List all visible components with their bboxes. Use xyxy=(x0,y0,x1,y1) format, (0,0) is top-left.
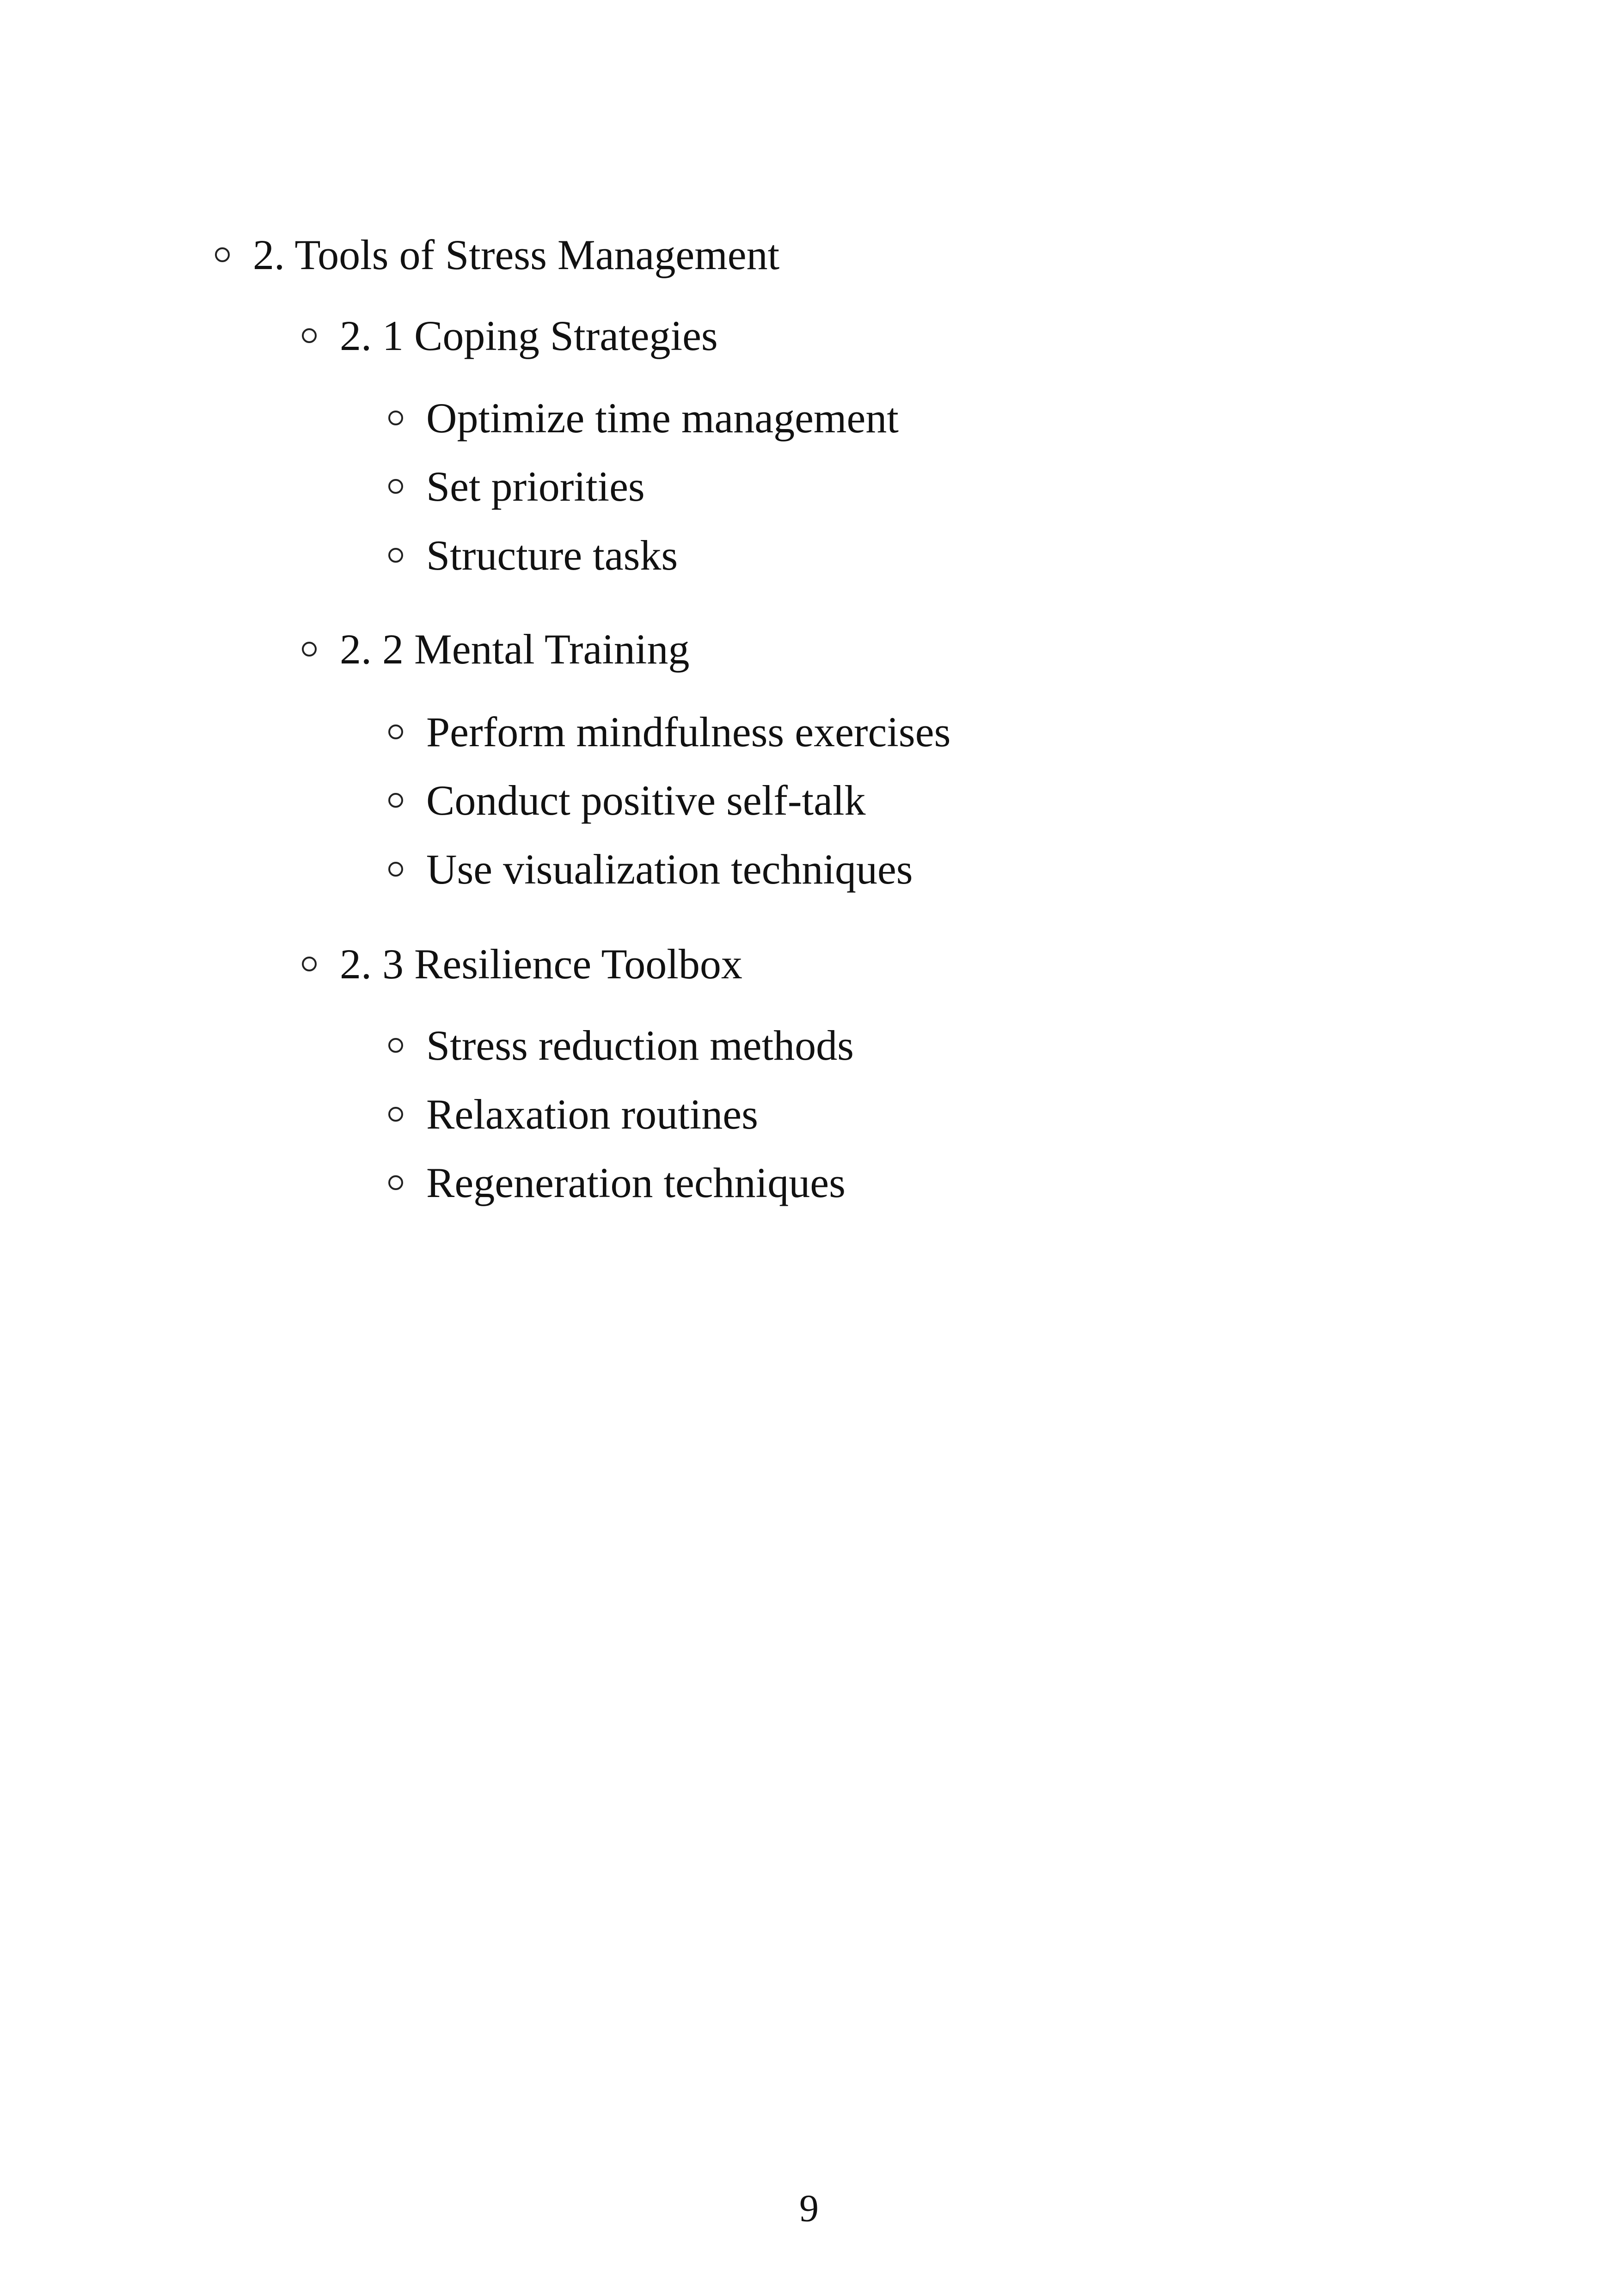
hollow-circle-icon xyxy=(388,793,403,808)
outline-list-item xyxy=(388,465,645,508)
outline-heading-label: 2. Tools of Stress Management xyxy=(253,231,780,278)
hollow-circle-icon xyxy=(388,1038,403,1053)
outline-list-item xyxy=(388,1093,758,1136)
hollow-circle-icon xyxy=(302,328,317,343)
outline-item-label: Use visualization techniques xyxy=(426,846,913,893)
outline-list-item xyxy=(388,394,899,442)
outline-item-label: Conduct positive self-talk xyxy=(426,777,866,824)
outline-list-item xyxy=(388,846,913,893)
outline-section-label: 2. 3 Resilience Toolbox xyxy=(340,940,742,988)
outline-list-item xyxy=(388,708,951,755)
outline-heading xyxy=(215,233,779,276)
outline-section-title xyxy=(302,940,742,988)
hollow-circle-icon xyxy=(388,548,403,563)
outline-list-item xyxy=(388,1024,854,1067)
hollow-circle-icon xyxy=(215,247,230,262)
outline-list-item xyxy=(388,1161,846,1204)
outline-item-label: Structure tasks xyxy=(426,532,678,579)
outline-item-label: Stress reduction methods xyxy=(426,1022,854,1069)
hollow-circle-icon xyxy=(388,1107,403,1122)
hollow-circle-icon xyxy=(388,411,403,425)
hollow-circle-icon xyxy=(388,479,403,494)
outline-list-item xyxy=(388,534,678,577)
outline-item-label: Regeneration techniques xyxy=(426,1159,846,1206)
outline-section-label: 2. 1 Coping Strategies xyxy=(340,312,718,359)
outline-item-label: Set priorities xyxy=(426,463,645,510)
outline-section-label: 2. 2 Mental Training xyxy=(340,626,690,673)
outline-list-item xyxy=(388,779,866,822)
outline-section-title xyxy=(302,626,690,673)
page-number: 9 xyxy=(799,2187,819,2230)
hollow-circle-icon xyxy=(388,862,403,877)
hollow-circle-icon xyxy=(302,957,317,971)
outline-item-label: Perform mindfulness exercises xyxy=(426,708,951,755)
outline-item-label: Optimize time management xyxy=(426,394,899,442)
outline-section-title xyxy=(302,314,718,357)
outline-item-label: Relaxation routines xyxy=(426,1091,758,1138)
hollow-circle-icon xyxy=(302,642,317,657)
hollow-circle-icon xyxy=(388,1175,403,1190)
hollow-circle-icon xyxy=(388,724,403,739)
